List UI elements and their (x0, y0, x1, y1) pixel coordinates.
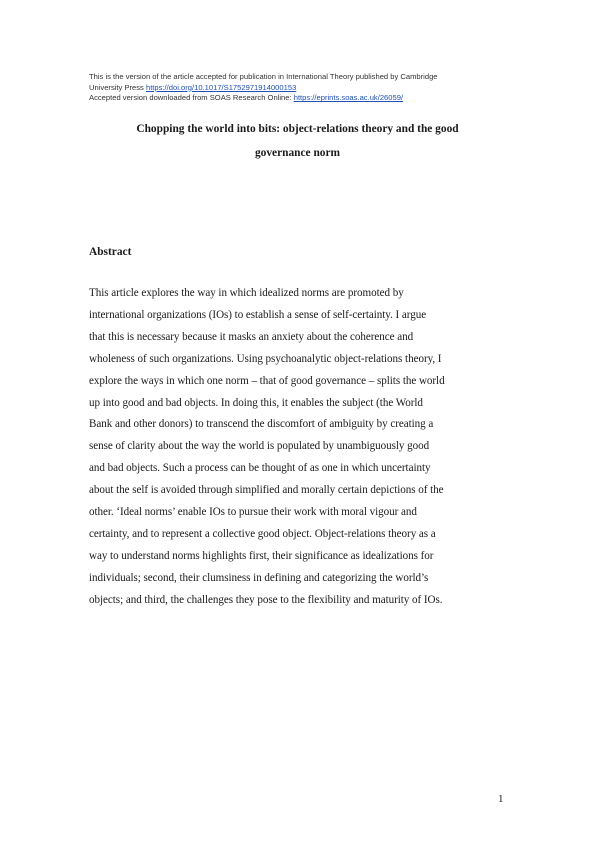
abstract-line: and bad objects. Such a process can be thought of as one in which uncertainty (89, 462, 431, 475)
abstract-line: way to understand norms highlights first, their significance as idealizations for (89, 549, 434, 562)
abstract-line: that this is necessary because it masks an anxiety about the coherence and (89, 330, 414, 343)
doi-link[interactable]: https://doi.org/10.1017/S1752971914000153 (145, 82, 297, 92)
publication-notice-prefix: University Press (89, 82, 146, 92)
abstract-body (89, 283, 513, 612)
abstract-line: up into good and bad objects. In doing this, it enables the subject (the World (89, 396, 423, 409)
publication-notice-line-3 (89, 93, 509, 104)
publication-notice-line-1: This is the version of the article accepted for publication in International Theory published by Cambridge (89, 72, 438, 81)
article-title-line-1: Chopping the world into bits: object-relations theory and the good (136, 123, 459, 135)
download-notice-prefix: Accepted version downloaded from SOAS Research Online: (89, 93, 294, 103)
abstract-line: certainty, and to represent a collective good object. Object-relations theory as a (89, 527, 436, 540)
abstract-line: This article explores the way in which idealized norms are promoted by (89, 287, 404, 299)
abstract-line: wholeness of such organizations. Using psychoanalytic object-relations theory, I (89, 352, 442, 365)
abstract-heading: Abstract (89, 246, 132, 258)
abstract-line: explore the ways in which one norm – that of good governance – splits the world (89, 374, 445, 387)
abstract-line: about the self is avoided through simplified and morally certain depictions of the (89, 484, 444, 497)
abstract-line: individuals; second, their clumsiness in defining and categorizing the world’s (89, 571, 429, 584)
abstract-line: objects; and third, the challenges they pose to the flexibility and maturity of IOs. (89, 593, 443, 606)
abstract-line: sense of clarity about the way the world is populated by unambiguously good (89, 440, 430, 453)
abstract-line: Bank and other donors) to transcend the discomfort of ambiguity by creating a (89, 418, 434, 431)
publication-notice-line-2 (89, 83, 509, 94)
article-title-line-2: governance norm (254, 147, 341, 159)
abstract-line: international organizations (IOs) to establish a sense of self-certainty. I argue (89, 308, 427, 321)
article-title (80, 117, 515, 165)
page-number: 1 (498, 793, 504, 805)
abstract-line: other. ‘Ideal norms’ enable IOs to pursue their work with moral vigour and (89, 506, 417, 519)
publication-notice (89, 72, 509, 104)
eprints-link[interactable]: https://eprints.soas.ac.uk/26059/ (293, 93, 404, 103)
